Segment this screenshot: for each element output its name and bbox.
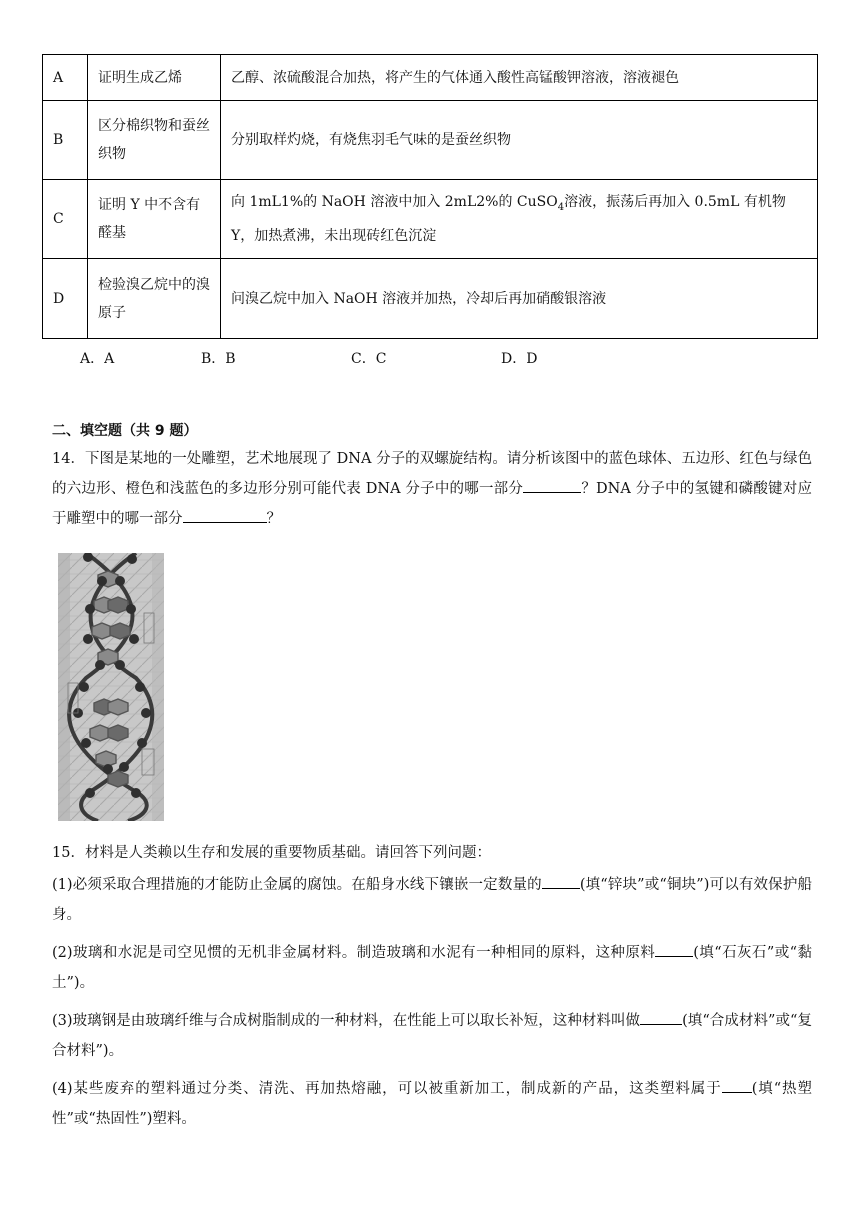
choice-a[interactable]: A．A <box>80 351 115 367</box>
answer-blank[interactable] <box>655 941 693 957</box>
option-cell: D <box>43 259 88 339</box>
question-14 <box>52 444 812 534</box>
question-text: (2)玻璃和水泥是司空见惯的无机非金属材料。制造玻璃和水泥有一种相同的原料，这种原料 <box>52 945 656 961</box>
section-title: 二、填空题（共 9 题） <box>52 423 198 439</box>
option-cell: A <box>43 55 88 101</box>
choice-d[interactable]: D．D <box>501 351 538 367</box>
question-text: 14．下图是某地的一处雕塑，艺术地展现了 DNA 分子的双螺旋结构。请分析该图中的蓝色球体、五边形、红色与绿色的六边形、橙色和浅蓝色的多边形分别可能代表 DNA 分子中的哪一部分 <box>52 451 812 497</box>
table-row <box>43 180 818 259</box>
choice-c[interactable]: C．C <box>351 351 387 367</box>
purpose-cell: 区分棉织物和蚕丝织物 <box>88 101 221 180</box>
method-cell: 问溴乙烷中加入 NaOH 溶液并加热，冷却后再加硝酸银溶液 <box>221 259 818 339</box>
question-text: ？ <box>266 511 281 527</box>
choice-b[interactable]: B．B <box>201 351 236 367</box>
option-cell: B <box>43 101 88 180</box>
answer-blank[interactable] <box>523 477 581 493</box>
method-cell: 分别取样灼烧，有烧焦羽毛气味的是蚕丝织物 <box>221 101 818 180</box>
subscript: 4 <box>557 201 565 213</box>
purpose-cell: 证明 Y 中不含有醛基 <box>88 180 221 259</box>
method-text: 溶液，振荡后再加入 0.5mL 有机物 Y，加热煮沸，未出现砖红色沉淀 <box>231 194 786 244</box>
question-text: (1)必须采取合理措施的才能防止金属的腐蚀。在船身水线下镶嵌一定数量的 <box>52 877 542 893</box>
option-cell: C <box>43 180 88 259</box>
answer-blank[interactable] <box>722 1077 752 1093</box>
table-row <box>43 101 818 180</box>
dna-sculpture-image <box>58 553 164 821</box>
table-row <box>43 259 818 339</box>
question-15-part-3 <box>52 1006 812 1066</box>
question-text: (填“合成材料”或“复合材料”)。 <box>52 1013 812 1059</box>
method-cell: 乙醇、浓硫酸混合加热，将产生的气体通入酸性高锰酸钾溶液，溶液褪色 <box>221 55 818 101</box>
question-text: (填“石灰石”或“黏土”)。 <box>52 945 812 991</box>
answer-blank[interactable] <box>542 873 580 889</box>
purpose-cell: 检验溴乙烷中的溴原子 <box>88 259 221 339</box>
purpose-cell: 证明生成乙烯 <box>88 55 221 101</box>
question-text: (4)某些废弃的塑料通过分类、清洗、再加热熔融，可以被重新加工，制成新的产品，这类塑料属于 <box>52 1081 722 1097</box>
method-text: 向 1mL1%的 NaOH 溶液中加入 2mL2%的 CuSO <box>231 194 558 211</box>
question-15-part-2 <box>52 938 812 998</box>
answer-blank[interactable] <box>640 1009 682 1025</box>
question-15-stem: 15．材料是人类赖以生存和发展的重要物质基础。请回答下列问题： <box>52 845 491 861</box>
question-15-part-1 <box>52 870 812 930</box>
question-text: (填“热塑性”或“热固性”)塑料。 <box>52 1081 812 1127</box>
question-text: (填“锌块”或“铜块”)可以有效保护船身。 <box>52 877 812 923</box>
table-row <box>43 55 818 101</box>
question-text: ？DNA 分子中的氢键和磷酸键对应于雕塑中的哪一部分 <box>52 481 812 527</box>
experiment-table <box>42 54 818 339</box>
question-15-part-4 <box>52 1074 812 1134</box>
method-cell <box>221 180 818 259</box>
answer-blank[interactable] <box>183 507 267 523</box>
question-text: (3)玻璃钢是由玻璃纤维与合成树脂制成的一种材料，在性能上可以取长补短，这种材料叫做 <box>52 1013 641 1029</box>
